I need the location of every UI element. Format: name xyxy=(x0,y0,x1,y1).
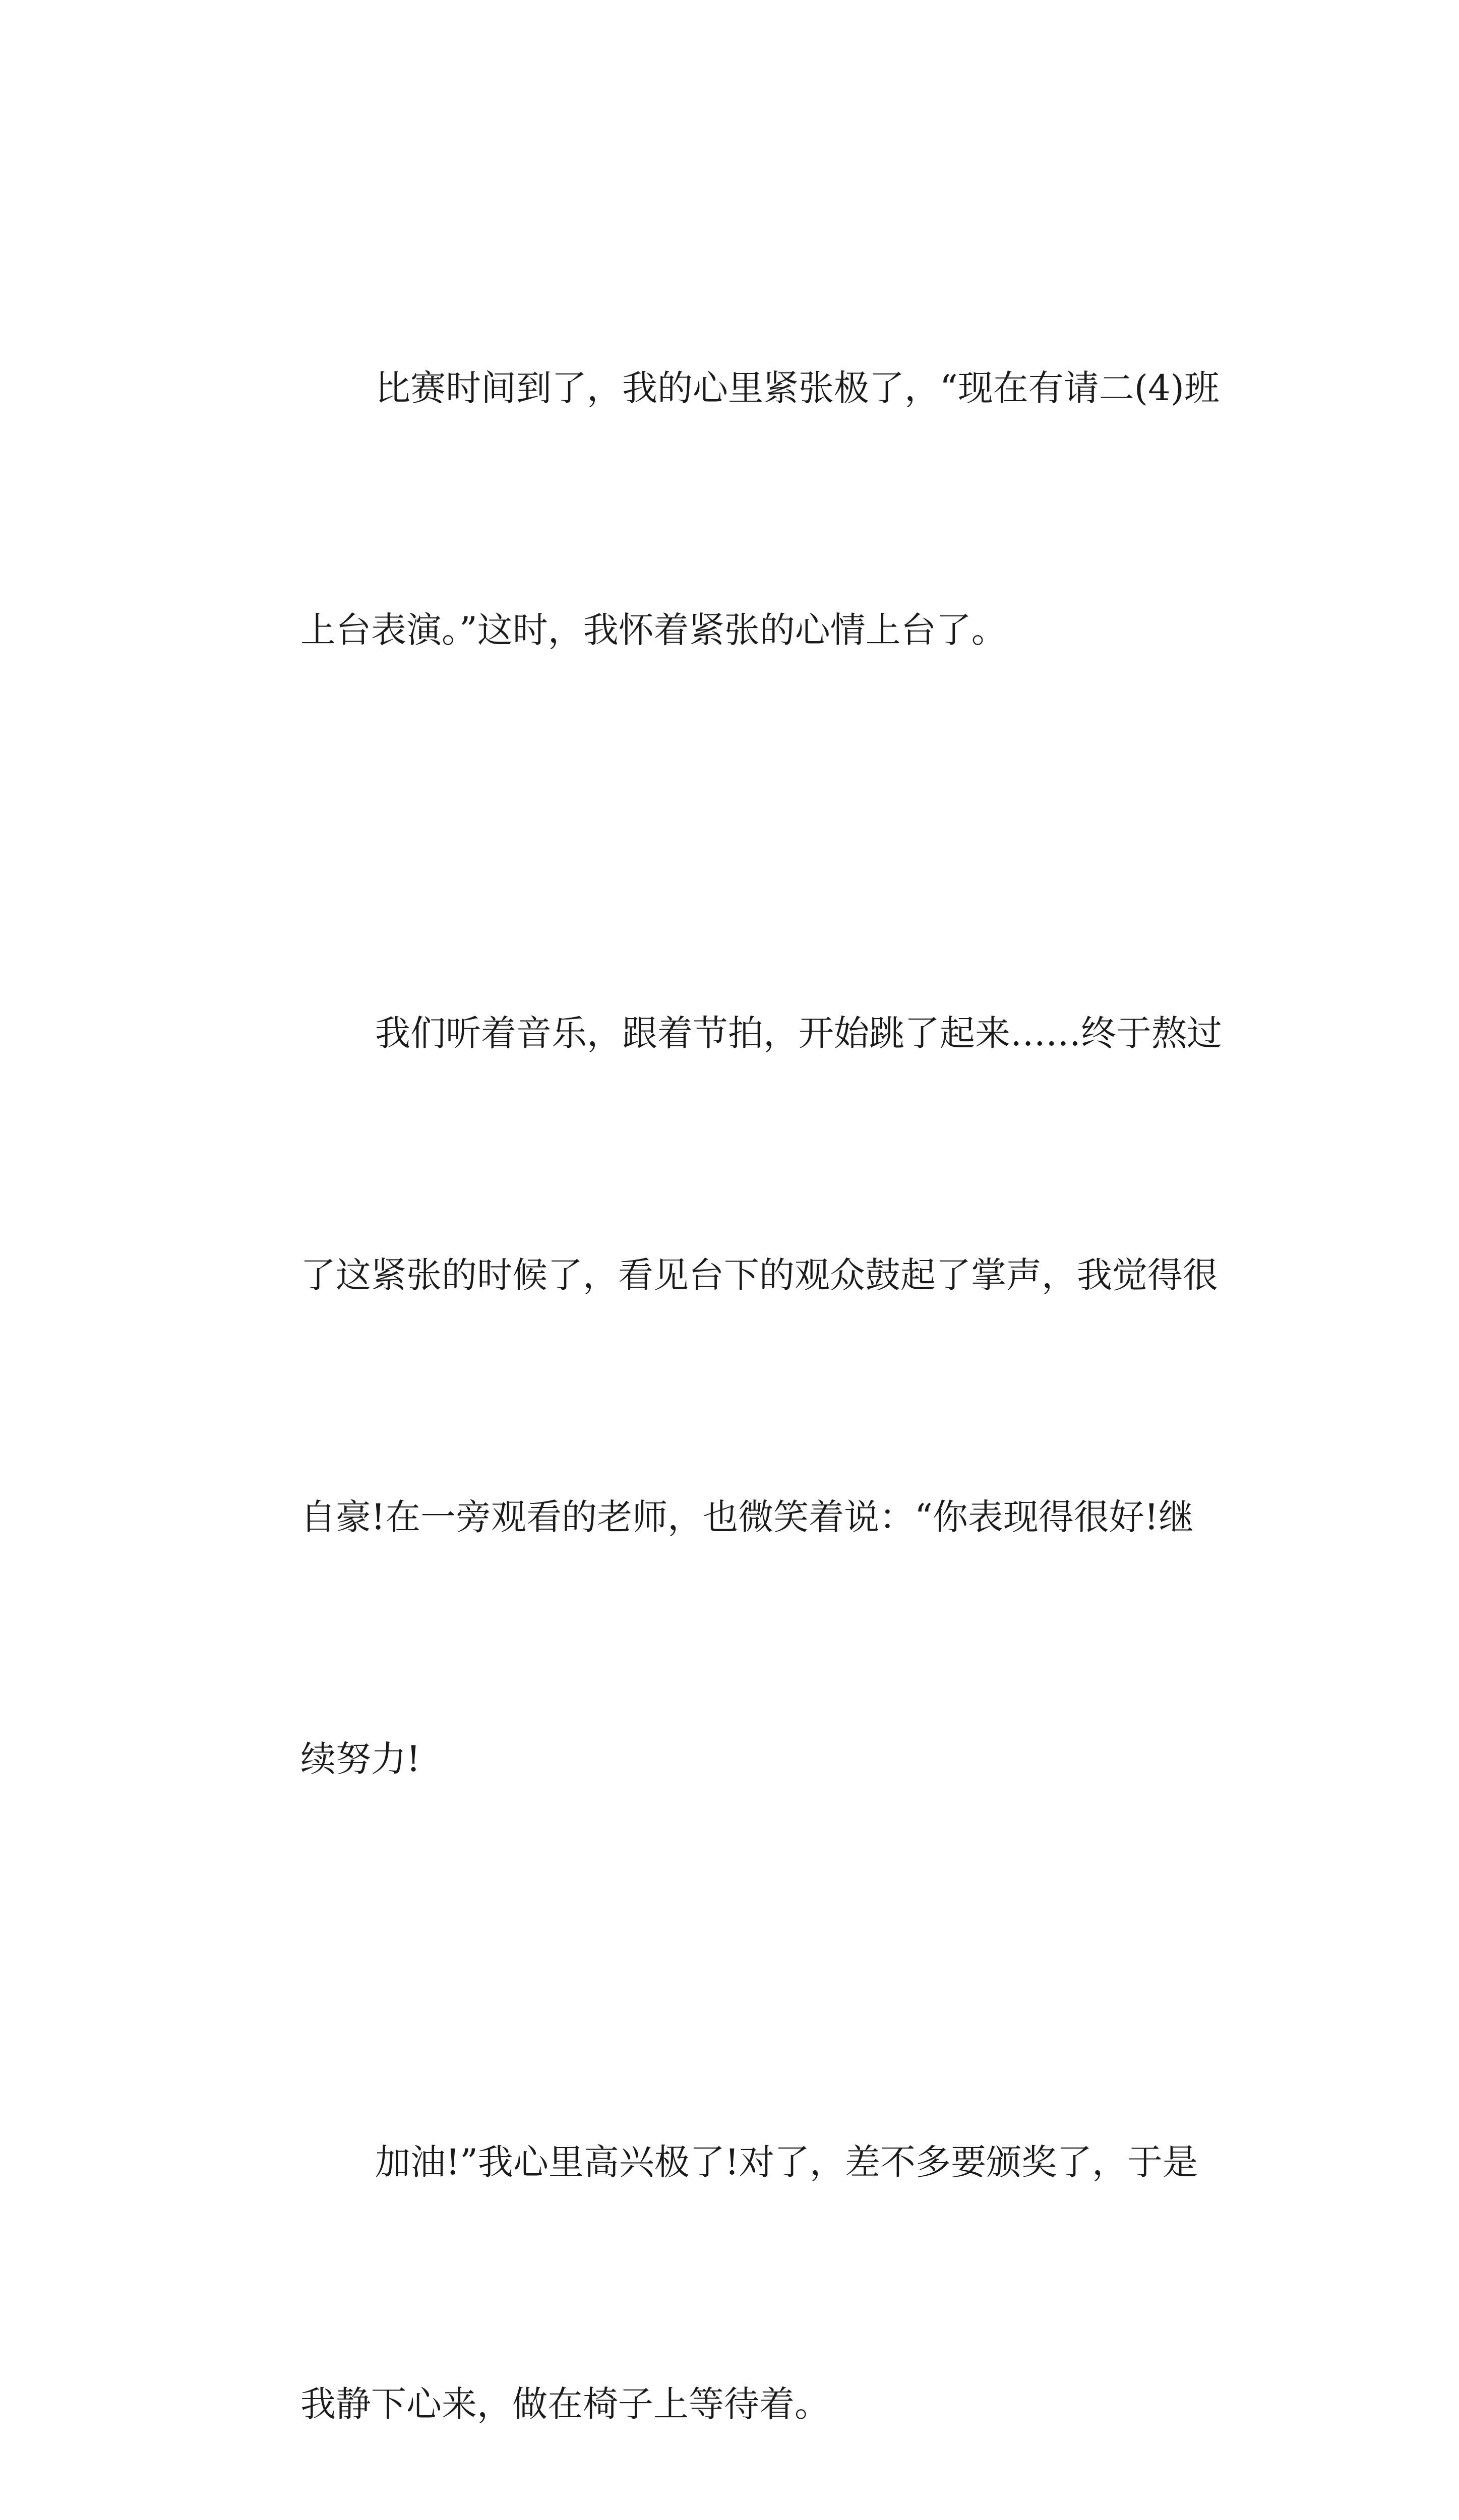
text-line: 加油!”我心里高兴极了!对了，差不多要颁奖了，于是 xyxy=(375,2141,1198,2183)
paragraph xyxy=(226,832,1259,1961)
text-line: 自豪!在一旁观看的老师，也微笑着说：“你表现得很好!继 xyxy=(300,1496,1194,1538)
document-body xyxy=(226,186,1259,2520)
paragraph xyxy=(226,1961,1259,2520)
text-line: 我们听着音乐，跟着节拍，开始跳了起来……终于熬过 xyxy=(375,1013,1222,1054)
text-line: 续努力! xyxy=(300,1738,421,1780)
paragraph xyxy=(226,186,1259,832)
text-line: 了这紧张的时候了，看见台下的观众鼓起了掌声，我觉得很 xyxy=(300,1254,1218,1296)
text-line: 我静下心来，做在椅子上等待着。 xyxy=(300,2383,830,2425)
text-line: 比赛时间到了，我的心里紧张极了，“现在有请二(4)班 xyxy=(375,367,1220,409)
text-line: 上台表演。”这时，我怀着紧张的心情上台了。 xyxy=(300,609,1007,651)
